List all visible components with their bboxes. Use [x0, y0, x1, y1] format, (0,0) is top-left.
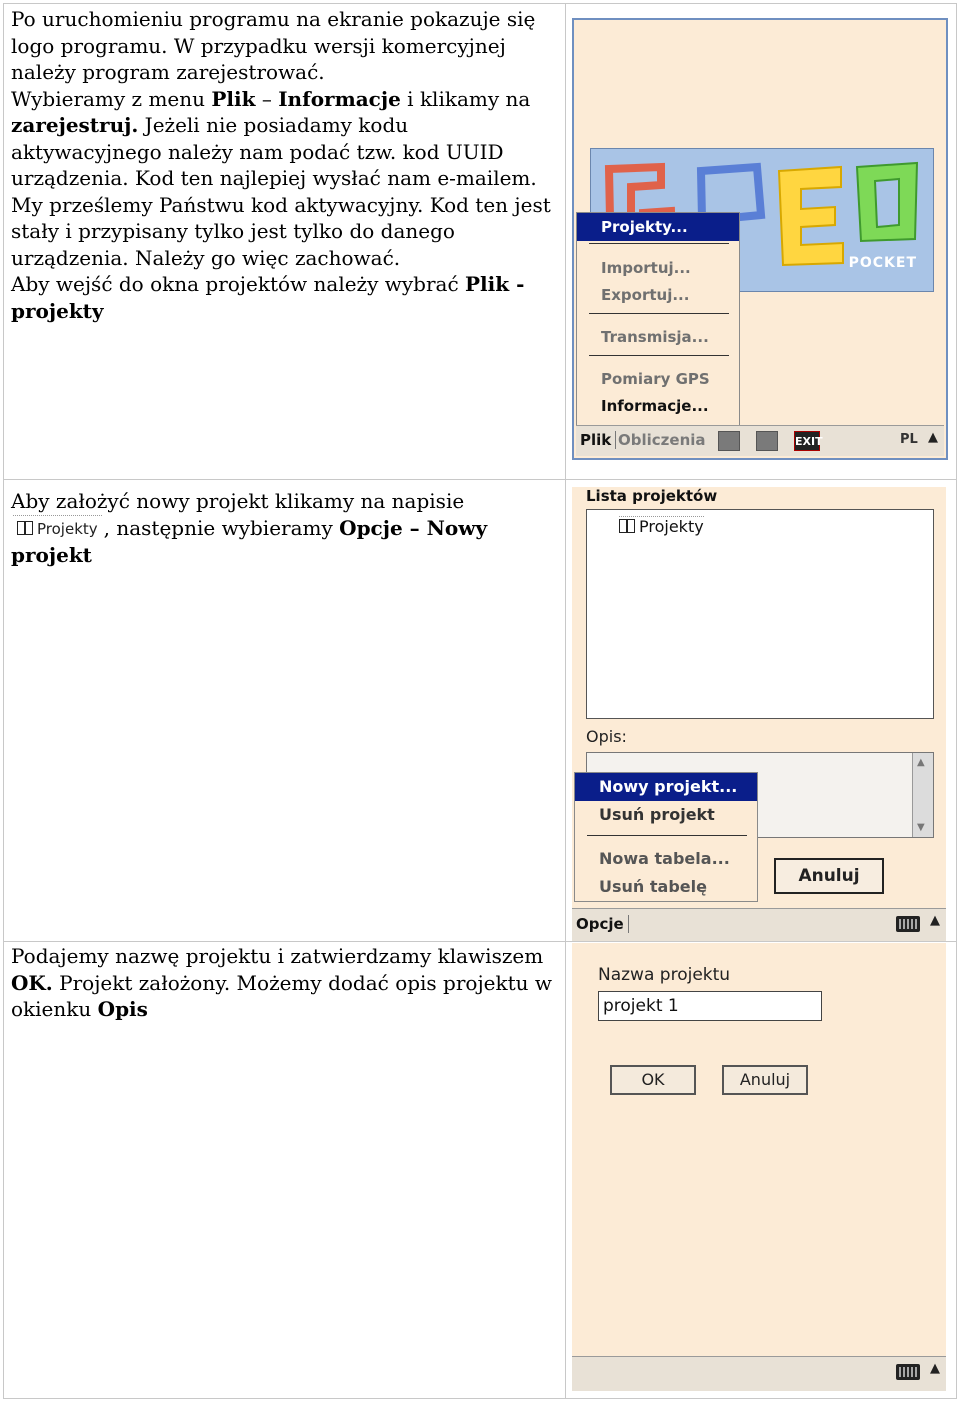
paragraph — [11, 943, 559, 1023]
language-indicator[interactable]: PL — [900, 432, 918, 447]
list-item-projekty[interactable] — [619, 516, 704, 536]
up-arrow-icon[interactable]: ▲ — [928, 430, 938, 445]
column-divider — [565, 3, 566, 1399]
project-name-label: Nazwa projektu — [598, 965, 731, 985]
list-title: Lista projektów — [586, 487, 718, 505]
text: Jeżeli nie posiadamy kodu aktywacyjnego należy nam podać tzw. kod UUID urządzenia. Kod ten najlepiej wysłać nam e-mailem. My prześlemy Państwu kod aktywacyjny. Kod ten jest stały i przypisany tylko jest tylko do danego urządzenia. Należy go więc zachować. — [11, 113, 551, 270]
taskbar — [572, 908, 946, 941]
menu-separator — [589, 355, 729, 356]
text: Aby założyć nowy projekt klikamy na napisie — [11, 489, 465, 513]
taskbar — [576, 425, 944, 456]
scrollbar[interactable] — [912, 753, 933, 837]
keyboard-icon[interactable] — [896, 1364, 920, 1380]
row-3-text — [11, 943, 559, 1023]
text: Wybieramy z menu — [11, 86, 212, 111]
bold-text: Informacje — [278, 86, 401, 111]
logo-letter-e — [779, 167, 843, 265]
bold-text: Plik -projekty — [11, 272, 525, 323]
toolbar-square-icon[interactable] — [718, 431, 740, 451]
menu-item-transmisja[interactable]: Transmisja... — [601, 328, 709, 346]
up-arrow-icon[interactable]: ▲ — [930, 1361, 940, 1376]
menu-separator — [587, 835, 747, 836]
cancel-button[interactable]: Anuluj — [774, 858, 884, 894]
paragraph — [11, 488, 559, 569]
menu-item-pomiary-gps[interactable]: Pomiary GPS — [601, 370, 710, 388]
screenshot-new-project-dialog — [572, 943, 946, 1391]
row-divider-2 — [3, 941, 957, 942]
menu-item-usun-projekt[interactable]: Usuń projekt — [599, 805, 715, 824]
bold-text: Opcje – Nowy projekt — [11, 515, 488, 567]
row-divider-1 — [3, 479, 957, 480]
text: Podajemy nazwę projektu i zatwierdzamy klawiszem — [11, 944, 544, 968]
menu-obliczenia[interactable]: Obliczenia — [618, 431, 706, 449]
keyboard-icon[interactable] — [756, 431, 778, 451]
bold-text: Plik — [211, 86, 256, 111]
opis-label: Opis: — [586, 727, 627, 746]
menu-item-nowy-projekt[interactable]: Nowy projekt... — [575, 773, 757, 801]
paragraph — [11, 271, 559, 324]
menu-separator — [589, 243, 729, 244]
text: Po uruchomieniu programu na ekranie pokazuje się logo programu. W przypadku wersji komercyjnej należy program zarejestrować. — [11, 7, 536, 84]
text: i klikamy na — [400, 86, 531, 111]
paragraph — [11, 86, 559, 272]
file-menu — [576, 212, 740, 434]
exit-button[interactable]: EXIT — [794, 431, 820, 451]
project-list[interactable] — [586, 509, 934, 719]
row-2-text — [11, 488, 559, 569]
menu-opcje[interactable]: Opcje — [576, 915, 629, 933]
text: Aby wejść do okna projektów należy wybrać — [11, 272, 466, 296]
menu-plik[interactable]: Plik — [580, 431, 616, 449]
screenshot-logo-menu — [572, 18, 948, 460]
logo-letter-o — [857, 163, 917, 241]
taskbar — [572, 1356, 946, 1391]
logo-subtitle: POCKET — [848, 255, 917, 271]
text: , następnie wybieramy — [103, 515, 340, 540]
bold-text: zarejestruj. — [11, 113, 139, 137]
chip-label: Projekty — [37, 519, 98, 538]
menu-item-exportuj[interactable]: Exportuj... — [601, 286, 690, 304]
book-icon — [17, 520, 33, 535]
ok-button[interactable]: OK — [610, 1065, 696, 1095]
menu-item-projekty[interactable]: Projekty... — [577, 213, 739, 241]
options-menu — [574, 772, 758, 902]
keyboard-icon[interactable] — [896, 916, 920, 932]
bold-text: OK. — [11, 970, 53, 995]
menu-item-usun-tabele[interactable]: Usuń tabelę — [599, 877, 707, 896]
list-item-label: Projekty — [639, 517, 704, 536]
menu-separator — [589, 313, 729, 314]
cancel-button[interactable]: Anuluj — [722, 1065, 808, 1095]
scroll-up-icon[interactable]: ▲ — [917, 757, 925, 768]
book-icon — [619, 518, 635, 533]
bold-text: Opis — [97, 997, 148, 1021]
scroll-down-icon[interactable]: ▼ — [917, 822, 925, 833]
up-arrow-icon[interactable]: ▲ — [930, 913, 940, 928]
screenshot-project-list — [572, 487, 946, 941]
menu-item-importuj[interactable]: Importuj... — [601, 259, 691, 277]
row-1-text — [11, 6, 559, 324]
menu-item-nowa-tabela[interactable]: Nowa tabela... — [599, 849, 730, 868]
menu-item-informacje[interactable]: Informacje... — [601, 397, 709, 415]
text: – — [255, 86, 279, 111]
projekty-chip — [13, 515, 102, 543]
text: Projekt założony. Możemy dodać opis projektu w okienku — [11, 970, 553, 1021]
project-name-input[interactable]: projekt 1 — [598, 991, 822, 1021]
paragraph — [11, 6, 559, 86]
